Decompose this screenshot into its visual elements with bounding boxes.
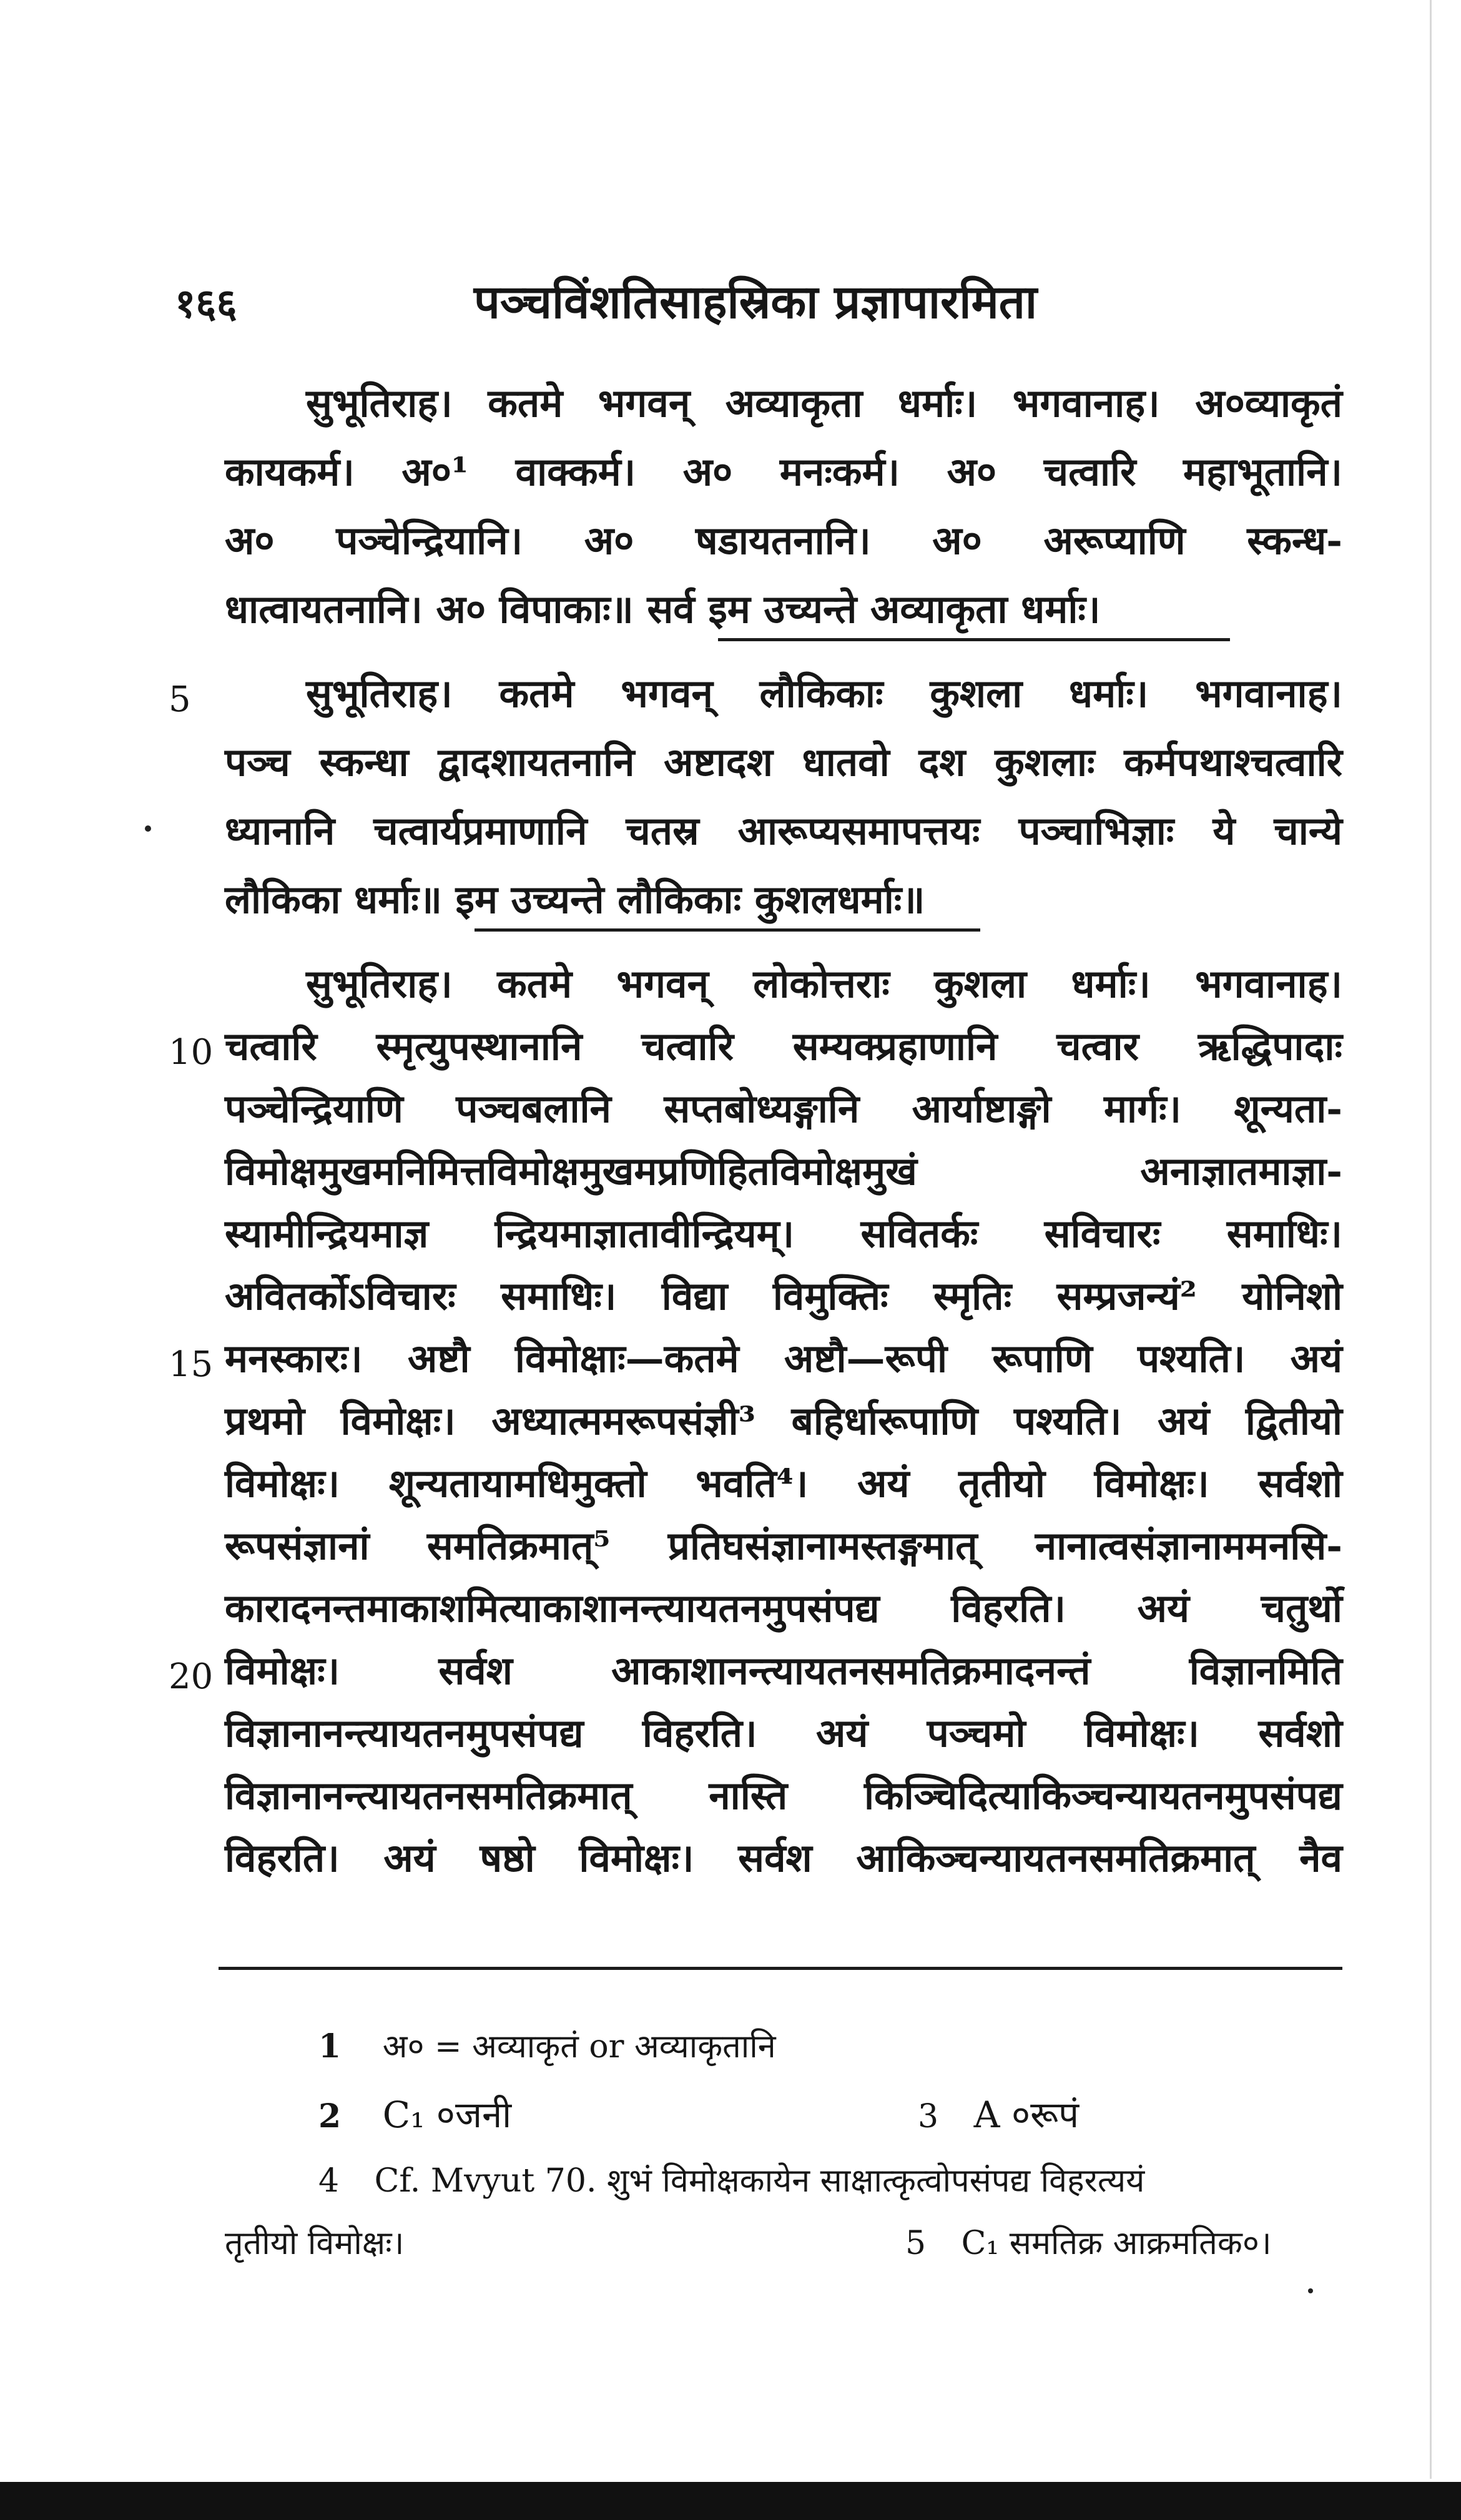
text-line: विमोक्षमुखमनिमित्तविमोक्षमुखमप्रणिहितविमोक्षमुखं अनाज्ञातमाज्ञा- bbox=[225, 1148, 1342, 1194]
line-number: 15 bbox=[169, 1344, 214, 1385]
text-line: लौकिका धर्माः॥ इम उच्यन्ते लौकिकाः कुशलधर्माः॥ bbox=[225, 877, 925, 922]
text-line: विमोक्षः। सर्वश आकाशानन्त्यायतनसमतिक्रमादनन्तं विज्ञानमिति bbox=[225, 1648, 1342, 1693]
text-line: स्यामीन्द्रियमाज्ञ न्द्रियमाज्ञातावीन्द्रियम्। सवितर्कः सविचारः समाधिः। bbox=[225, 1211, 1342, 1256]
footnote-number: 2 bbox=[318, 2097, 342, 2135]
text-line: विज्ञानानन्त्यायतनमुपसंपद्य विहरति। अयं पञ्चमो विमोक्षः। सर्वशो bbox=[225, 1710, 1342, 1756]
scan-speck bbox=[145, 825, 151, 832]
page-number: १६६ bbox=[175, 280, 237, 327]
text-line: विहरति। अयं षष्ठो विमोक्षः। सर्वश आकिञ्चन्यायतनसमतिक्रमात् नैव bbox=[225, 1835, 1342, 1881]
footnote-2 bbox=[318, 2089, 511, 2138]
text-line: सुभूतिराह। कतमे भगवन् अव्याकृता धर्माः। भगवानाह। अ०व्याकृतं bbox=[306, 380, 1342, 426]
footnote-3 bbox=[918, 2089, 1079, 2138]
page-header bbox=[175, 268, 1336, 337]
footnote-text: Cf. Mvyut 70. शुभं विमोक्षकायेन साक्षात्कृत्वोपसंपद्य विहरत्ययं bbox=[374, 2162, 1145, 2200]
text-line: अवितर्कोऽविचारः समाधिः। विद्या विमुक्तिः स्मृतिः सम्प्रजन्यं² योनिशो bbox=[225, 1273, 1342, 1319]
running-title: पञ्चविंशतिसाहस्रिका प्रज्ञापारमिता bbox=[473, 275, 1038, 329]
footnote-number: 5 bbox=[905, 2225, 927, 2262]
text-line: पञ्च स्कन्धा द्वादशायतनानि अष्टादश धातवो दश कुशलाः कर्मपथाश्चत्वारि bbox=[225, 739, 1342, 785]
footnote-5 bbox=[905, 2220, 1272, 2264]
text-line: धात्वायतनानि। अ० विपाकाः॥ सर्व इम उच्यन्ते अव्याकृता धर्माः। bbox=[225, 586, 1101, 632]
text-line: कायकर्म। अ०¹ वाक्कर्म। अ० मनःकर्म। अ० चत्वारि महाभूतानि। bbox=[225, 449, 1342, 495]
text-line: चत्वारि स्मृत्युपस्थानानि चत्वारि सम्यक्प्रहाणानि चत्वार ऋद्धिपादाः bbox=[225, 1023, 1342, 1069]
footnote-text: A ०रूपं bbox=[973, 2094, 1080, 2136]
footnote-number: 4 bbox=[318, 2162, 340, 2200]
footnote-text: C₁ ०जनी bbox=[382, 2094, 512, 2136]
footnote-text: C₁ समतिक्र आक्रमतिक०। bbox=[961, 2225, 1272, 2262]
footnote-number: 1 bbox=[318, 2027, 342, 2065]
section-underline bbox=[475, 928, 980, 932]
text-line: अ० पञ्चेन्द्रियानि। अ० षडायतनानि। अ० अरूप्याणि स्कन्ध- bbox=[225, 518, 1342, 563]
line-number: 20 bbox=[169, 1656, 214, 1697]
text-line: कारादनन्तमाकाशमित्याकाशानन्त्यायतनमुपसंपद्य विहरति। अयं चतुर्थो bbox=[225, 1585, 1342, 1631]
footnote-1 bbox=[318, 2023, 776, 2067]
footnote-rule bbox=[219, 1967, 1342, 1970]
text-line: सुभूतिराह। कतमे भगवन् लौकिकाः कुशला धर्माः। भगवानाह। bbox=[306, 671, 1342, 716]
text-line: रूपसंज्ञानां समतिक्रमात्⁵ प्रतिघसंज्ञानामस्तङ्गमात् नानात्वसंज्ञानाममनसि- bbox=[225, 1523, 1342, 1568]
text-line: सुभूतिराह। कतमे भगवन् लोकोत्तराः कुशला धर्माः। भगवानाह। bbox=[306, 961, 1342, 1007]
scan-speck bbox=[1308, 2288, 1313, 2293]
text-line: विमोक्षः। शून्यतायामधिमुक्तो भवति⁴। अयं तृतीयो विमोक्षः। सर्वशो bbox=[225, 1460, 1342, 1506]
footnote-number: 3 bbox=[918, 2098, 939, 2135]
text-line: पञ्चेन्द्रियाणि पञ्चबलानि सप्तबोध्यङ्गानि आर्याष्टाङ्गो मार्गः। शून्यता- bbox=[225, 1086, 1342, 1131]
scan-edge bbox=[1430, 0, 1432, 2479]
footnote-4 bbox=[318, 2157, 1144, 2202]
line-number: 5 bbox=[169, 679, 191, 720]
text-line: विज्ञानानन्त्यायतनसमतिक्रमात् नास्ति किञ्चिदित्याकिञ्चन्यायतनमुपसंपद्य bbox=[225, 1773, 1342, 1818]
footnote-4-continued: तृतीयो विमोक्षः। bbox=[225, 2225, 405, 2262]
text-line: मनस्कारः। अष्टौ विमोक्षाः—कतमे अष्टौ—रूपी रूपाणि पश्यति। अयं bbox=[225, 1336, 1342, 1381]
text-line: ध्यानानि चत्वार्यप्रमाणानि चतस्र आरूप्यसमापत्तयः पञ्चाभिज्ञाः ये चान्ये bbox=[225, 808, 1342, 854]
text-line: प्रथमो विमोक्षः। अध्यात्ममरूपसंज्ञी³ बहिर्धारूपाणि पश्यति। अयं द्वितीयो bbox=[225, 1398, 1342, 1444]
line-number: 10 bbox=[169, 1032, 214, 1073]
scan-bottom-border bbox=[0, 2482, 1461, 2520]
section-underline bbox=[718, 638, 1230, 641]
footnote-text: अ० = अव्याकृतं or अव्याकृतानि bbox=[382, 2028, 776, 2065]
